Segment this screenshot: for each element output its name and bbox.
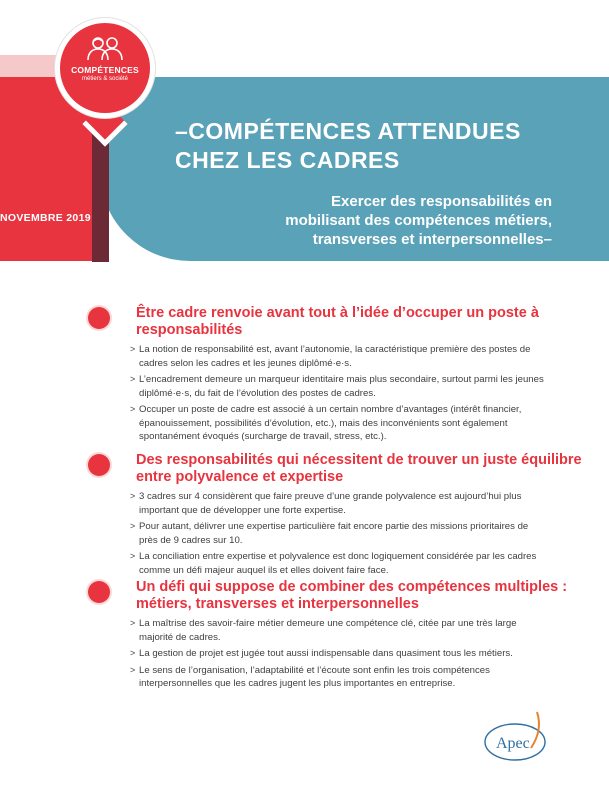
section-heading-line: responsabilités bbox=[136, 322, 243, 338]
list-item-line: > Pour autant, délivrer une expertise particulière fait encore partie des missions prioritaires de bbox=[139, 521, 529, 532]
list-item-line: > La maîtrise des savoir-faire métier demeure une compétence clé, citée par une très large bbox=[139, 618, 517, 629]
publication-date: NOVEMBRE 2019 bbox=[0, 212, 91, 224]
section-list bbox=[130, 343, 568, 444]
page-subtitle bbox=[285, 192, 552, 249]
badge-subtitle: métiers & société bbox=[81, 76, 129, 82]
page-title-line: –COMPÉTENCES ATTENDUES bbox=[175, 118, 521, 144]
section-list bbox=[130, 490, 568, 577]
list-item-line: épanouissement, possibilités d’évolution, etc.), mais des inconvénients sont également bbox=[139, 417, 508, 429]
list-item-line: > L’encadrement demeure un marqueur identitaire mais plus secondaire, surtout parmi les jeunes bbox=[139, 374, 544, 385]
section-bullet-icon bbox=[88, 307, 110, 329]
page-title bbox=[175, 117, 521, 175]
list-item-line: important que de développer une forte expertise. bbox=[139, 504, 346, 516]
list-item bbox=[130, 550, 568, 577]
list-item-line: près de 9 cadres sur 10. bbox=[139, 534, 243, 546]
list-item bbox=[130, 490, 568, 517]
page-subtitle-line: mobilisant des compétences métiers, bbox=[285, 212, 552, 229]
section-heading-line: Être cadre renvoie avant tout à l’idée d’occuper un poste à bbox=[136, 305, 539, 321]
section-competences-multiples bbox=[88, 579, 568, 694]
logo-text: Apec bbox=[496, 735, 530, 752]
list-item bbox=[130, 373, 568, 400]
list-item-line: > La gestion de projet est jugée tout aussi indispensable dans quasiment tous les métiers. bbox=[139, 648, 513, 659]
apec-logo-icon bbox=[479, 708, 551, 768]
list-item bbox=[130, 647, 568, 661]
list-item bbox=[130, 403, 568, 444]
people-icon bbox=[85, 35, 125, 61]
list-item bbox=[130, 343, 568, 370]
list-item-line: > Occuper un poste de cadre est associé à un certain nombre d’avantages (intérêt financier, bbox=[139, 404, 522, 415]
category-badge bbox=[55, 18, 155, 118]
section-bullet-icon bbox=[88, 581, 110, 603]
list-item-line: comme un défi majeur auquel ils et elles doivent faire face. bbox=[139, 564, 389, 576]
list-item-line: interpersonnelles que les cadres jugent les plus importantes en entreprise. bbox=[139, 678, 456, 689]
list-item-line: > La conciliation entre expertise et polyvalence est donc logiquement considérée par les cadres bbox=[139, 551, 537, 562]
section-equilibre bbox=[88, 452, 582, 580]
list-item-line: cadres selon les cadres et les jeunes diplômé·e·s. bbox=[139, 357, 352, 369]
list-item bbox=[130, 520, 568, 547]
list-item-line: > La notion de responsabilité est, avant l’autonomie, la caractéristique première des postes de bbox=[139, 344, 531, 355]
page-title-line: CHEZ LES CADRES bbox=[175, 147, 400, 173]
section-heading-line: entre polyvalence et expertise bbox=[136, 469, 344, 485]
section-heading bbox=[136, 305, 568, 339]
section-responsabilites bbox=[88, 305, 568, 447]
section-heading bbox=[136, 452, 582, 486]
list-item-line: majorité de cadres. bbox=[139, 631, 221, 643]
list-item-line: spontanément évoqués (surcharge de travail, stress, etc.). bbox=[139, 431, 387, 442]
list-item-line: diplômé·e·s, du fait de l’évolution des postes de cadres. bbox=[139, 387, 376, 399]
section-heading bbox=[136, 579, 568, 613]
list-item bbox=[130, 617, 568, 644]
section-heading-line: métiers, transverses et interpersonnelles bbox=[136, 596, 419, 612]
section-list bbox=[130, 617, 568, 691]
section-bullet-icon bbox=[88, 454, 110, 476]
page-subtitle-line: Exercer des responsabilités en bbox=[331, 193, 552, 210]
list-item bbox=[130, 664, 568, 691]
section-heading-line: Des responsabilités qui nécessitent de trouver un juste équilibre bbox=[136, 452, 582, 468]
list-item-line: > 3 cadres sur 4 considèrent que faire preuve d’une grande polyvalence est aujourd’hui plus bbox=[139, 491, 522, 502]
badge-title: COMPÉTENCES bbox=[71, 65, 139, 75]
section-heading-line: Un défi qui suppose de combiner des compétences multiples : bbox=[136, 579, 568, 595]
page-subtitle-line: transverses et interpersonnelles– bbox=[312, 231, 552, 248]
list-item-line: > Le sens de l’organisation, l’adaptabilité et l’écoute sont enfin les trois compétences bbox=[139, 664, 490, 676]
